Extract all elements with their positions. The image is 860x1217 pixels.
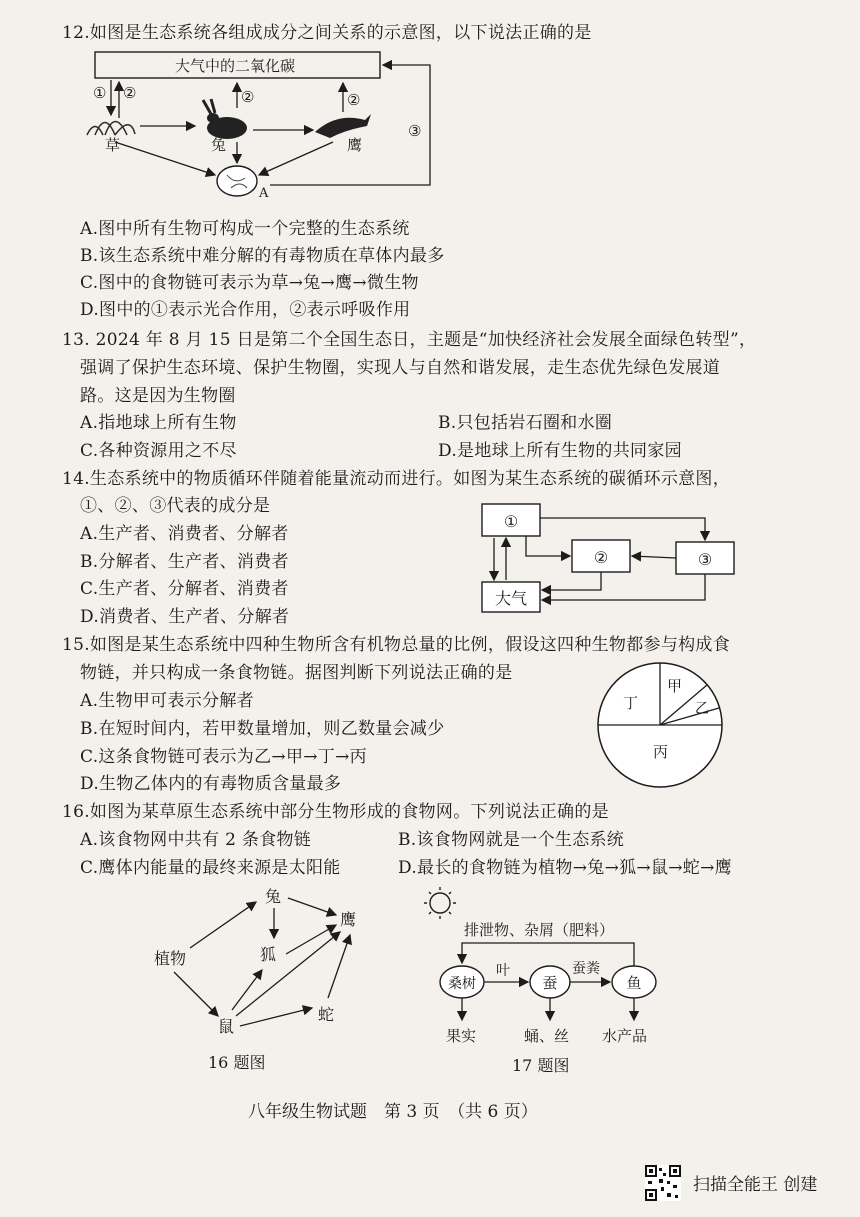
svg-text:丁: 丁 [623,694,639,712]
svg-text:鹰: 鹰 [347,136,363,154]
svg-text:大气: 大气 [494,589,528,608]
q16-food-web [150,880,380,1080]
q12-option-c: C.图中的食物链可表示为草→兔→鹰→微生物 [80,273,419,293]
q16-option-b: B.该食物网就是一个生态系统 [398,830,625,850]
svg-text:③: ③ [697,550,713,569]
svg-text:②: ② [593,548,609,567]
svg-text:A: A [259,186,269,201]
svg-text:③: ③ [408,122,422,140]
q14-option-c: C.生产者、分解者、消费者 [80,579,289,599]
q15-option-a: A.生物甲可表示分解者 [80,691,254,711]
q17-figure [420,885,670,1080]
q12-atmosphere-label: 大气中的二氧化碳 [174,57,296,75]
svg-text:②: ② [347,91,361,109]
svg-text:桑树: 桑树 [448,976,476,992]
q12-diagram [75,50,435,200]
q16-option-c: C.鹰体内能量的最终来源是太阳能 [80,858,341,878]
q13-line3: 路。这是因为生物圈 [80,386,236,406]
sun-icon [424,887,456,919]
q15-option-b: B.在短时间内，若甲数量增加，则乙数量会减少 [80,719,445,739]
q14-line2: ①、②、③代表的成分是 [80,496,271,516]
hawk-icon [315,114,371,138]
q14-line1: 14.生态系统中的物质循环伴随着能量流动而进行。如图为某生态系统的碳循环示意图， [62,469,731,489]
svg-text:乙: 乙 [695,701,709,717]
q12-stem: 12.如图是生态系统各组成成分之间关系的示意图，以下说法正确的是 [62,23,592,43]
svg-text:排泄物、杂屑（肥料）: 排泄物、杂屑（肥料） [464,921,615,939]
q15-line2: 物链，并只构成一条食物链。据图判断下列说法正确的是 [80,663,513,683]
svg-text:草: 草 [105,136,121,154]
svg-text:兔: 兔 [211,136,227,154]
q12-option-b: B.该生态系统中难分解的有毒物质在草体内最多 [80,246,445,266]
svg-text:蚕粪: 蚕粪 [572,961,600,977]
svg-text:16 题图: 16 题图 [208,1053,266,1072]
svg-text:17 题图: 17 题图 [512,1056,570,1075]
svg-text:兔: 兔 [265,887,282,906]
q13-option-b: B.只包括岩石圈和水圈 [438,413,613,433]
svg-text:鱼: 鱼 [626,974,642,992]
q13-line2: 强调了保护生态环境、保护生物圈，实现人与自然和谐发展，走生态优先绿色发展道 [80,358,721,378]
q13-option-a: A.指地球上所有生物 [80,413,237,433]
svg-text:鼠: 鼠 [218,1017,235,1036]
svg-text:①: ① [93,84,107,102]
svg-text:果实: 果实 [446,1027,477,1045]
svg-text:甲: 甲 [667,677,683,695]
svg-text:蛇: 蛇 [318,1005,335,1024]
watermark-text: 扫描全能王 创建 [693,1175,818,1195]
svg-text:蛹、丝: 蛹、丝 [524,1027,570,1045]
q12-option-d: D.图中的①表示光合作用，②表示呼吸作用 [80,300,411,320]
q14-option-b: B.分解者、生产者、消费者 [80,552,289,572]
svg-text:鹰: 鹰 [340,910,357,929]
svg-text:狐: 狐 [260,945,277,964]
q13-line1: 13. 2024 年 8 月 15 日是第二个全国生态日，主题是“加快经济社会发展全面绿色转型”， [62,330,757,350]
q13-option-d: D.是地球上所有生物的共同家园 [438,441,682,461]
svg-text:叶: 叶 [496,963,510,979]
q14-option-a: A.生产者、消费者、分解者 [80,524,289,544]
grass-icon [87,122,135,136]
q16-stem: 16.如图为某草原生态系统中部分生物形成的食物网。下列说法正确的是 [62,802,609,822]
svg-text:②: ② [123,84,137,102]
q15-line1: 15.如图是某生态系统中四种生物所含有机物总量的比例，假设这四种生物都参与构成食 [62,635,731,655]
q15-option-c: C.这条食物链可表示为乙→甲→丁→丙 [80,747,367,767]
q13-option-c: C.各种资源用之不尽 [80,441,237,461]
scanner-watermark [645,1165,845,1205]
q15-pie [595,660,725,790]
q16-option-d: D.最长的食物链为植物→兔→狐→鼠→蛇→鹰 [398,858,732,878]
svg-text:植物: 植物 [154,949,187,968]
q12-option-a: A.图中所有生物可构成一个完整的生态系统 [80,219,410,239]
q15-option-d: D.生物乙体内的有毒物质含量最多 [80,774,342,794]
q14-carbon-diagram [480,500,770,615]
svg-text:丙: 丙 [653,743,669,761]
svg-text:水产品: 水产品 [602,1027,648,1045]
page-footer: 八年级生物试题 第 3 页 （共 6 页） [248,1102,538,1122]
qr-code-icon [645,1165,681,1201]
q16-option-a: A.该食物网中共有 2 条食物链 [80,830,312,850]
svg-text:①: ① [503,512,519,531]
q14-option-d: D.消费者、生产者、分解者 [80,607,290,627]
svg-text:②: ② [241,88,255,106]
svg-text:蚕: 蚕 [542,974,558,992]
